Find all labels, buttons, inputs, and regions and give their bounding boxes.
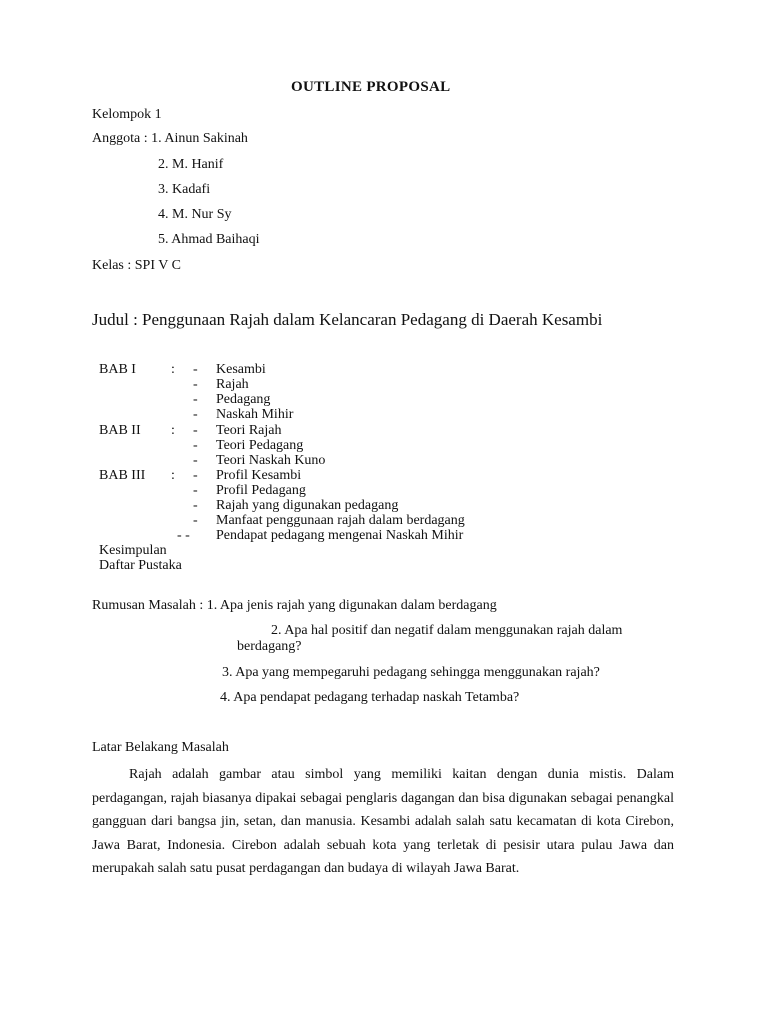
member-item: 5. Ahmad Baihaqi — [158, 232, 260, 247]
member-item: 4. M. Nur Sy — [158, 207, 232, 222]
outline-item: Pendapat pedagang mengenai Naskah Mihir — [216, 528, 464, 543]
problem-question-4: 4. Apa pendapat pedagang terhadap naskah Tetamba? — [220, 690, 520, 705]
bullet-dash: - — [193, 453, 198, 468]
outline-item: Pedagang — [216, 392, 271, 407]
bullet-dash: - — [193, 513, 198, 528]
outline-item: Teori Naskah Kuno — [216, 453, 326, 468]
background-heading: Latar Belakang Masalah — [92, 740, 229, 755]
outline-item: Rajah yang digunakan pedagang — [216, 498, 399, 513]
outline-item: Kesambi — [216, 362, 266, 377]
bab-label: BAB II — [99, 423, 141, 438]
outline-item: Rajah — [216, 377, 249, 392]
outline-item: Naskah Mihir — [216, 407, 294, 422]
bullet-dash: - — [193, 362, 198, 377]
bullet-dash: - — [193, 392, 198, 407]
bullet-dash: - — [193, 438, 198, 453]
document-title: OUTLINE PROPOSAL — [291, 79, 451, 95]
member-item: 3. Kadafi — [158, 182, 211, 197]
conclusion-label: Kesimpulan — [99, 543, 167, 558]
members-label: Anggota : 1. Ainun Sakinah — [92, 131, 248, 146]
outline-item: Manfaat penggunaan rajah dalam berdagang — [216, 513, 465, 528]
background-paragraph: Rajah adalah gambar atau simbol yang memiliki kaitan dengan dunia mistis. Dalam perdagangan, rajah biasanya dipakai sebagai penglaris dagangan dan bisa digunakan sebagai penangkal gangguan dari bangsa jin, setan, dan manusia. Kesambi adalah salah satu kecamatan di kota Cirebon, Jawa Barat, Indonesia. Cirebon adalah sebuah kota yang terletak di pesisir utara pulau Jawa dan merupakah salah satu pusat perdagangan dan budaya di wilayah Jawa Barat. — [92, 767, 674, 876]
proposal-title: Judul : Penggunaan Rajah dalam Kelancaran Pedagang di Daerah Kesambi — [92, 310, 603, 329]
outline-item: Teori Pedagang — [216, 438, 304, 453]
outline-item: Teori Rajah — [216, 423, 282, 438]
problem-question-2-cont: berdagang? — [237, 639, 302, 654]
bullet-dash: - — [193, 407, 198, 422]
colon: : — [171, 362, 175, 377]
group-label: Kelompok 1 — [92, 107, 162, 122]
bullet-dash: - — [193, 377, 198, 392]
problem-question-3: 3. Apa yang mempegaruhi pedagang sehingga menggunakan rajah? — [222, 665, 600, 680]
bab-label: BAB I — [99, 362, 136, 377]
bullet-dash: - — [193, 423, 198, 438]
class-label: Kelas : SPI V C — [92, 258, 181, 273]
bullet-dash: - — [193, 483, 198, 498]
problem-question-1: Rumusan Masalah : 1. Apa jenis rajah yang digunakan dalam berdagang — [92, 598, 497, 613]
colon: : — [171, 468, 175, 483]
bab-label: BAB III — [99, 468, 146, 483]
bullet-dash: - — [193, 498, 198, 513]
bullet-double-dash: - - — [177, 528, 190, 543]
bibliography-label: Daftar Pustaka — [99, 558, 182, 573]
colon: : — [171, 423, 175, 438]
bullet-dash: - — [193, 468, 198, 483]
outline-item: Profil Pedagang — [216, 483, 306, 498]
problem-question-2: 2. Apa hal positif dan negatif dalam menggunakan rajah dalam — [271, 623, 623, 638]
outline-item: Profil Kesambi — [216, 468, 302, 483]
member-item: 2. M. Hanif — [158, 157, 224, 172]
